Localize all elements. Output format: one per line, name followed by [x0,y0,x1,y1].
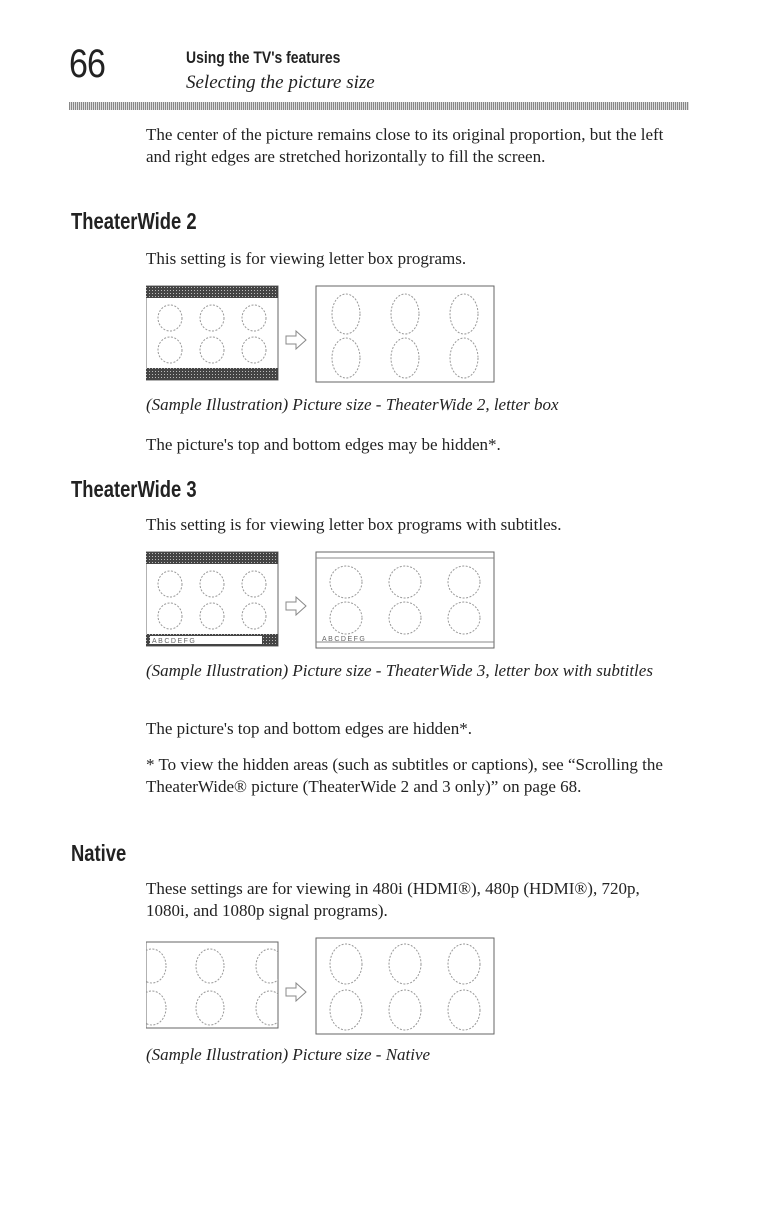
source-screen [146,552,278,646]
section-title: Selecting the picture size [186,72,375,93]
letterbox-bottom-bar [146,368,278,380]
theaterwide-3-illustration [146,550,498,650]
subtitle-text: ABCDEFG [322,636,367,643]
native-description: These settings are for viewing in 480i (HDMI®), 480p (HDMI®), 720p, 1080i, and 1080p signal programs). [146,879,640,920]
theaterwide-3-note: The picture's top and bottom edges are hidden*. [146,719,472,738]
source-screen [146,286,278,380]
heading-theaterwide-3: TheaterWide 3 [71,476,197,502]
native-caption: (Sample Illustration) Picture size - Native [146,1045,431,1064]
theaterwide-3-caption: (Sample Illustration) Picture size - TheaterWide 3, letter box with subtitles [146,661,653,680]
heading-theaterwide-2: TheaterWide 2 [71,208,197,234]
right-arrow-icon [286,597,306,615]
right-arrow-icon [286,331,306,349]
page-number: 66 [69,42,106,86]
theaterwide-2-illustration [146,284,498,384]
theaterwide-2-description: This setting is for viewing letter box programs. [146,249,467,268]
heading-native: Native [71,840,127,866]
theaterwide-2-note: The picture's top and bottom edges may be hidden*. [146,435,501,454]
theaterwide-3-description: This setting is for viewing letter box programs with subtitles. [146,515,562,534]
result-screen [316,286,494,382]
source-screen [146,942,278,1028]
subtitle-text: ABCDEFG [152,638,197,645]
letterbox-top-bar [146,286,278,298]
result-screen [316,938,494,1034]
letterbox-top-bar [146,552,278,564]
theaterwide-2-caption: (Sample Illustration) Picture size - TheaterWide 2, letter box [146,395,559,414]
native-illustration [146,936,498,1038]
intro-paragraph: The center of the picture remains close to its original proportion, but the left and right edges are stretched horizontally to fill the screen. [146,125,664,166]
chapter-title: Using the TV's features [186,48,341,67]
hidden-areas-footnote: * To view the hidden areas (such as subtitles or captions), see “Scrolling the TheaterWide® picture (TheaterWide 2 and 3 only)” on page 68. [146,755,663,796]
right-arrow-icon [286,983,306,1001]
header-divider [69,102,689,110]
